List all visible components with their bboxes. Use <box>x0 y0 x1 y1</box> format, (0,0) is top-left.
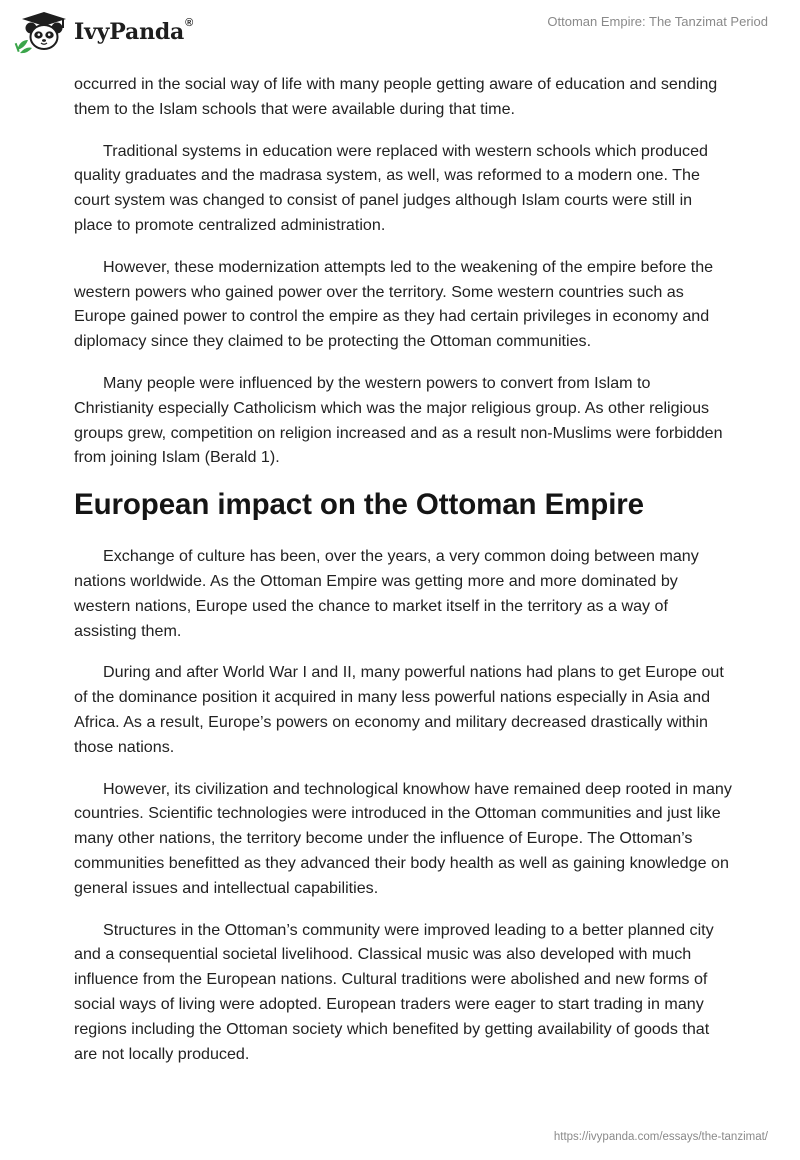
source-url-link[interactable]: https://ivypanda.com/essays/the-tanzimat/ <box>553 1131 768 1143</box>
ivypanda-logo[interactable] <box>14 10 193 54</box>
paragraph: Structures in the Ottoman’s community were improved leading to a better planned city and a consequential societal livelihood. Classical music was also developed with much influence from the European nations. Cultural traditions were abolished and new forms of social ways of living were adopted. European traders were eager to start trading in many regions including the Ottoman society which benefited by getting availability of goods that are not locally produced. <box>74 920 714 1063</box>
paragraph: occurred in the social way of life with many people getting aware of education and sending them to the Islam schools that were available during that time. <box>74 75 718 118</box>
section-heading: European impact on the Ottoman Empire <box>74 488 644 522</box>
page-header <box>0 0 800 64</box>
paragraph: Traditional systems in education were replaced with western schools which produced quality graduates and the madrasa system, as well, was reformed to a modern one. The court system was changed to consist of panel judges although Islam courts were still in place to promote centralized administration. <box>74 141 709 234</box>
paragraph: Many people were influenced by the western powers to convert from Islam to Christianity especially Catholicism which was the major religious group. As other religious groups grew, competition on religion increased and as a result non-Muslims were forbidden from joining Islam (Berald 1). <box>74 373 723 467</box>
panda-graduate-logo-icon <box>14 10 70 54</box>
brand-name: IvyPanda® <box>74 17 194 45</box>
paragraph: However, its civilization and technological knowhow have remained deep rooted in many countries. Scientific technologies were introduced in the Ottoman communities and just like many other nations, the territory become under the influence of Europe. The Ottoman’s communities benefitted as they advanced their body health as well as gaining knowledge on general issues and intellectual capabilities. <box>74 779 732 897</box>
paragraph: However, these modernization attempts led to the weakening of the empire before the western powers who gained power over the territory. Some western countries such as Europe gained power to control the empire as they had certain privileges in economy and diplomacy since they claimed to be protecting the Ottoman communities. <box>74 257 714 351</box>
paragraph: During and after World War I and II, many powerful nations had plans to get Europe out of the dominance position it acquired in many less powerful nations especially in Asia and Africa. As a result, Europe’s powers on economy and military decreased drastically within those nations. <box>74 663 724 756</box>
essay-body <box>74 72 734 1083</box>
registered-mark: ® <box>185 17 194 29</box>
document-title: Ottoman Empire: The Tanzimat Period <box>547 14 768 29</box>
paragraph: Exchange of culture has been, over the years, a very common doing between many nations worldwide. As the Ottoman Empire was getting more and more dominated by western nations, Europe used the chance to market itself in the territory as a way of assisting them. <box>74 547 699 640</box>
